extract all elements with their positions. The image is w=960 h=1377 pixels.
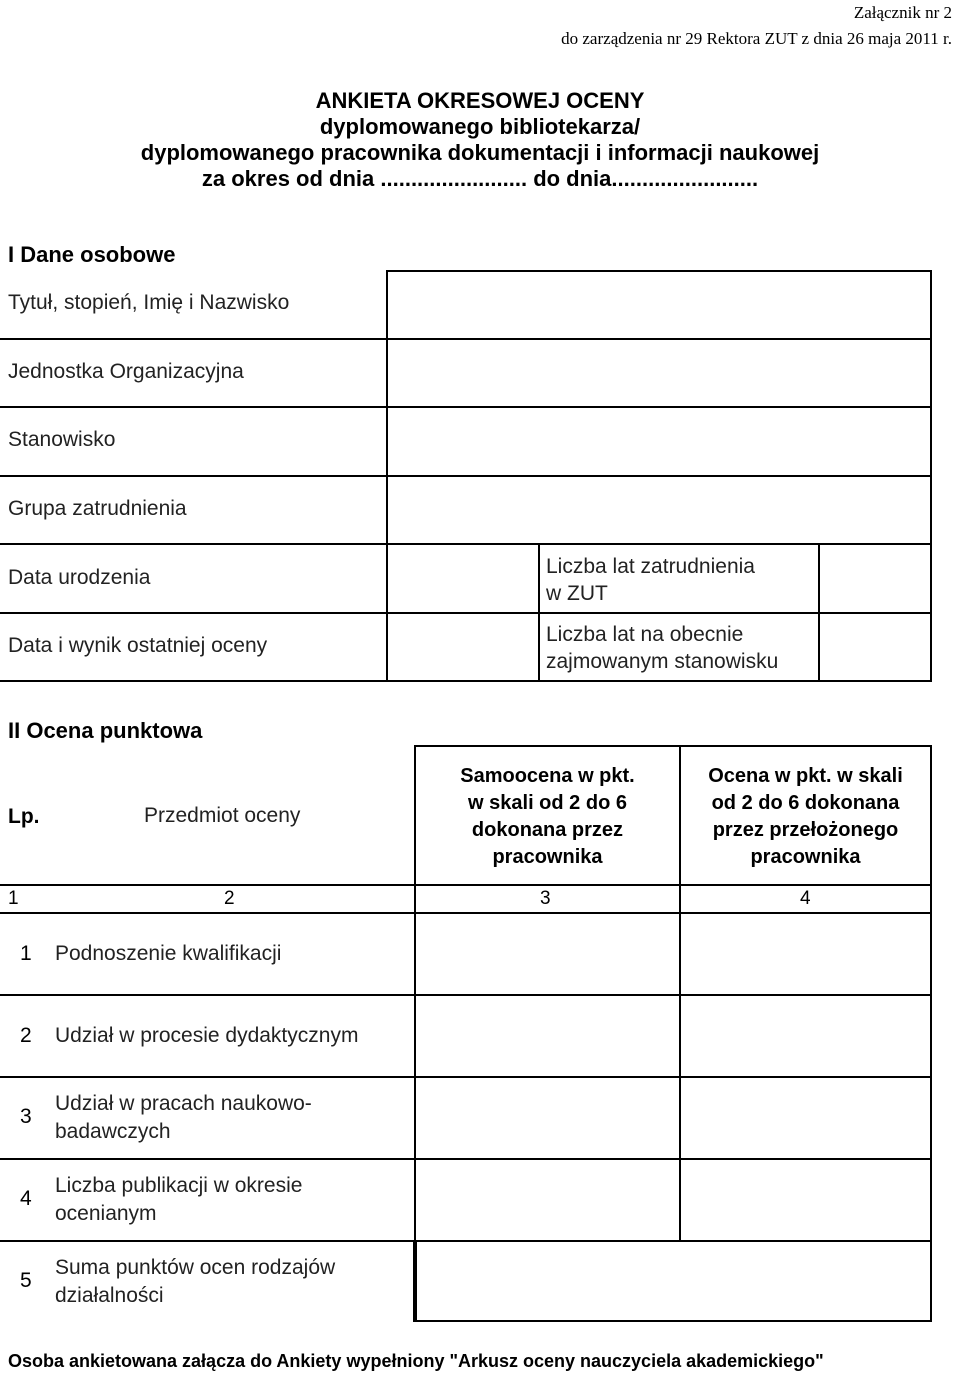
footer-note: Osoba ankietowana załącza do Ankiety wypełniony "Arkusz oceny nauczyciela akademickiego" (8, 1351, 824, 1371)
title-line-1: ANKIETA OKRESOWEJ OCENY (315, 88, 645, 113)
field-label-position: Stanowisko (8, 428, 116, 451)
unit-field[interactable] (390, 341, 928, 405)
column-header-supervisor-assessment (681, 763, 930, 871)
row-2-subject: Udział w procesie dydaktycznym (55, 1024, 359, 1047)
years-in-position-field[interactable] (822, 615, 928, 679)
row-3-self-score[interactable] (417, 1079, 678, 1157)
years-at-zut-line-1: Liczba lat zatrudnienia (546, 555, 755, 578)
supervisor-assessment-line-4: pracownika (750, 846, 861, 868)
position-field[interactable] (390, 409, 928, 474)
column-number-2: 2 (224, 888, 235, 909)
row-5-subject-line-2: działalności (55, 1284, 164, 1307)
form-title (0, 88, 960, 192)
title-line-2: dyplomowanego bibliotekarza/ (319, 114, 641, 139)
section-personal-data-heading: I Dane osobowe (8, 242, 176, 267)
self-assessment-line-2: w skali od 2 do 6 (468, 792, 627, 814)
field-label-last-evaluation: Data i wynik ostatniej oceny (8, 634, 268, 657)
row-1-self-score[interactable] (417, 915, 678, 993)
row-5-subject-line-1: Suma punktów ocen rodzajów (55, 1256, 336, 1279)
field-label-employment-group: Grupa zatrudnienia (8, 497, 187, 520)
row-3-subject (55, 1090, 312, 1146)
column-number-1: 1 (8, 888, 19, 909)
row-2-self-score[interactable] (417, 997, 678, 1075)
row-2-supervisor-score[interactable] (682, 997, 929, 1075)
section-scoring-heading: II Ocena punktowa (8, 718, 203, 743)
supervisor-assessment-line-1: Ocena w pkt. w skali (708, 765, 903, 787)
self-assessment-line-1: Samoocena w pkt. (460, 765, 635, 787)
field-label-birth-date: Data urodzenia (8, 566, 151, 589)
self-assessment-line-3: dokonana przez (471, 819, 624, 841)
row-2-lp: 2 (20, 1024, 32, 1047)
years-in-position-line-2: zajmowanym stanowisku (546, 650, 779, 673)
column-header-self-assessment (416, 763, 679, 871)
field-label-years-at-zut (546, 553, 755, 607)
row-3-subject-line-1: Udział w pracach naukowo- (55, 1092, 312, 1115)
field-label-unit: Jednostka Organizacyjna (8, 360, 244, 383)
row-1-lp: 1 (20, 942, 32, 965)
title-line-4: za okres od dnia ........................ do dnia........................ (201, 166, 759, 191)
column-number-3: 3 (540, 888, 551, 909)
years-at-zut-field[interactable] (822, 546, 928, 611)
years-at-zut-line-2: w ZUT (546, 582, 608, 605)
column-header-lp: Lp. (8, 805, 40, 828)
row-3-lp: 3 (20, 1105, 32, 1128)
column-header-subject: Przedmiot oceny (144, 804, 301, 827)
row-4-subject-line-2: ocenianym (55, 1202, 157, 1225)
supervisor-assessment-line-2: od 2 do 6 dokonana (711, 792, 900, 814)
attachment-note (561, 0, 952, 52)
row-1-subject: Podnoszenie kwalifikacji (55, 942, 282, 965)
birth-date-field[interactable] (390, 546, 536, 611)
row-3-subject-line-2: badawczych (55, 1120, 171, 1143)
years-in-position-line-1: Liczba lat na obecnie (546, 623, 744, 646)
row-3-supervisor-score[interactable] (682, 1079, 929, 1157)
field-label-years-in-position (546, 621, 778, 675)
attachment-number: Załącznik nr 2 (853, 3, 952, 22)
title-line-3: dyplomowanego pracownika dokumentacji i informacji naukowej (140, 140, 820, 165)
row-4-lp: 4 (20, 1187, 32, 1210)
row-4-self-score[interactable] (417, 1161, 678, 1239)
regulation-reference: do zarządzenia nr 29 Rektora ZUT z dnia 26 maja 2011 r. (561, 29, 952, 48)
title-name-field[interactable] (390, 273, 928, 337)
employment-group-field[interactable] (390, 478, 928, 542)
last-evaluation-field[interactable] (390, 615, 536, 679)
row-1-supervisor-score[interactable] (682, 915, 929, 993)
row-5-lp: 5 (20, 1269, 32, 1292)
self-assessment-line-4: pracownika (492, 846, 603, 868)
row-5-subject (55, 1254, 335, 1310)
row-4-supervisor-score[interactable] (682, 1161, 929, 1239)
field-label-title-name: Tytuł, stopień, Imię i Nazwisko (8, 291, 290, 314)
row-4-subject (55, 1172, 302, 1228)
supervisor-assessment-line-3: przez przełożonego (712, 819, 899, 841)
column-number-4: 4 (800, 888, 811, 909)
row-5-total-score[interactable] (418, 1243, 929, 1319)
row-4-subject-line-1: Liczba publikacji w okresie (55, 1174, 303, 1197)
